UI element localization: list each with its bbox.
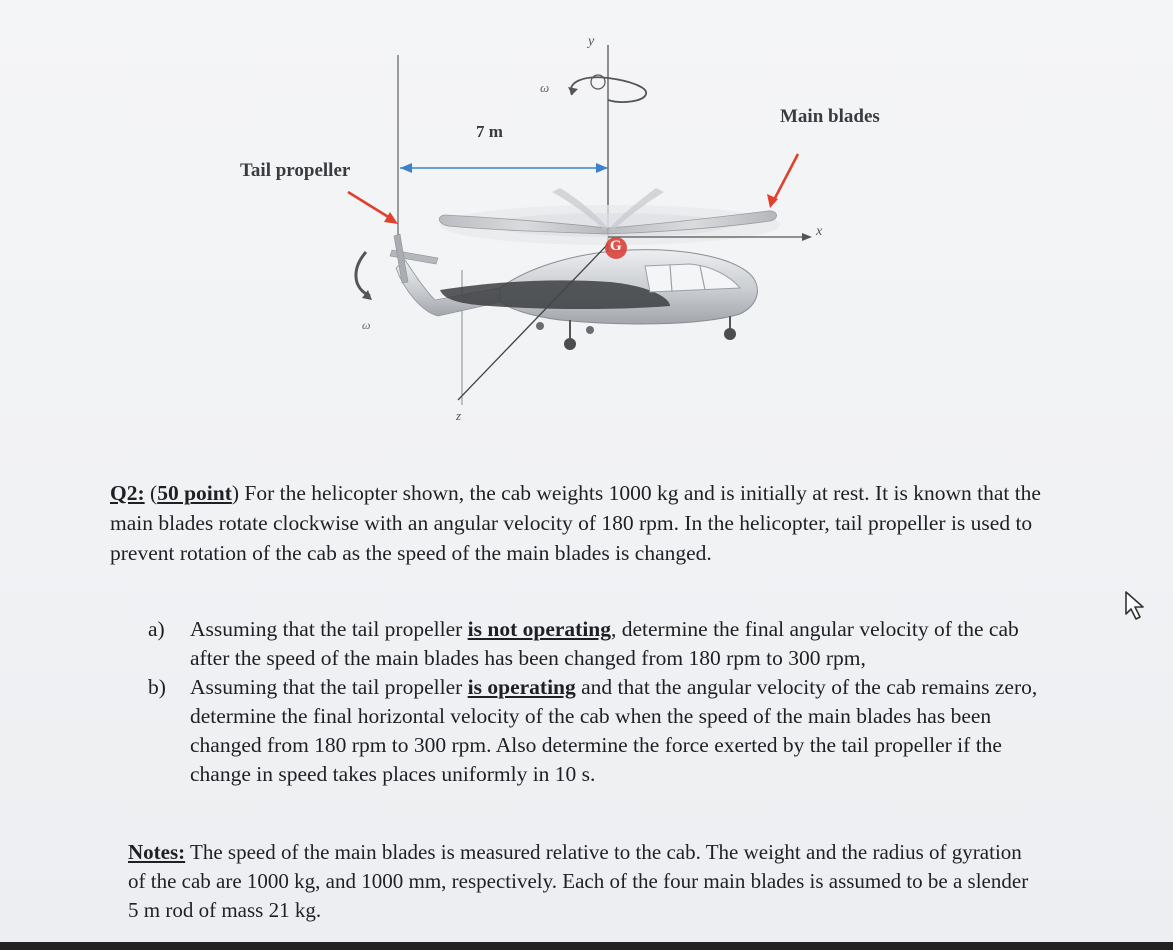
y-axis-label: y	[588, 34, 595, 49]
question-body: For the helicopter shown, the cab weights 1000 kg and is initially at rest. It is known that the main blades rotate clockwise with an angular velocity of 180 rpm. In the helicopter, tail propeller is used to prevent rotation of the cab as the speed of the main blades is changed.	[110, 481, 1041, 565]
question-points-open: (	[150, 481, 158, 505]
omega-tail-label: ω	[362, 318, 371, 332]
question-parts-list	[148, 615, 1038, 789]
helicopter-figure	[200, 20, 920, 440]
part-a	[148, 615, 1038, 673]
question-paragraph	[110, 478, 1045, 568]
part-b-pre: Assuming that the tail propeller	[190, 675, 468, 699]
question-number: Q2:	[110, 481, 145, 505]
part-a-post: , determine the final angular velocity of the cab after the speed of the main blades has been changed from 180 rpm to 300 rpm,	[190, 617, 1019, 670]
landing-wheel-front	[724, 328, 736, 340]
part-b-post: and that the angular velocity of the cab remains zero, determine the final horizontal velocity of the cab when the speed of the main blades has been changed from 180 rpm to 300 rpm. Also determine the force exerted by the tail propeller if the change in speed takes places uniformly in 10 s.	[190, 675, 1038, 786]
part-a-marker: a)	[148, 617, 165, 641]
z-axis-label: z	[456, 408, 462, 423]
helicopter-diagram	[200, 20, 920, 440]
part-b-marker: b)	[148, 675, 166, 699]
tail-rotation-arrow	[356, 252, 370, 296]
notes-body: The speed of the main blades is measured relative to the cab. The weight and the radius of gyration of the cab are 1000 kg, and 1000 mm, respectively. Each of the four main blades is assumed to be a slender 5 m rod of mass 21 kg.	[128, 840, 1029, 922]
landing-wheel-rear	[564, 338, 576, 350]
question-points: 50 point	[157, 481, 232, 505]
main-pointer-arrow	[775, 154, 798, 198]
part-b	[148, 673, 1038, 789]
mouse-cursor-icon	[1120, 590, 1150, 624]
center-of-mass-label: G	[610, 238, 622, 254]
omega-top-label: ω	[540, 80, 550, 95]
screen-bezel	[0, 942, 1173, 950]
part-a-emphasis: is not operating	[467, 617, 611, 641]
tail-propeller-label: Tail propeller	[240, 160, 351, 181]
part-b-emphasis: is operating	[467, 675, 576, 699]
main-blades-label: Main blades	[780, 106, 880, 127]
x-axis-label: x	[816, 224, 823, 239]
notes-paragraph	[128, 838, 1033, 925]
distance-label: 7 m	[476, 122, 503, 141]
notes-heading: Notes:	[128, 840, 186, 864]
part-a-pre: Assuming that the tail propeller	[190, 617, 468, 641]
question-points-close: )	[231, 481, 240, 505]
tail-pointer-arrow	[348, 192, 390, 218]
